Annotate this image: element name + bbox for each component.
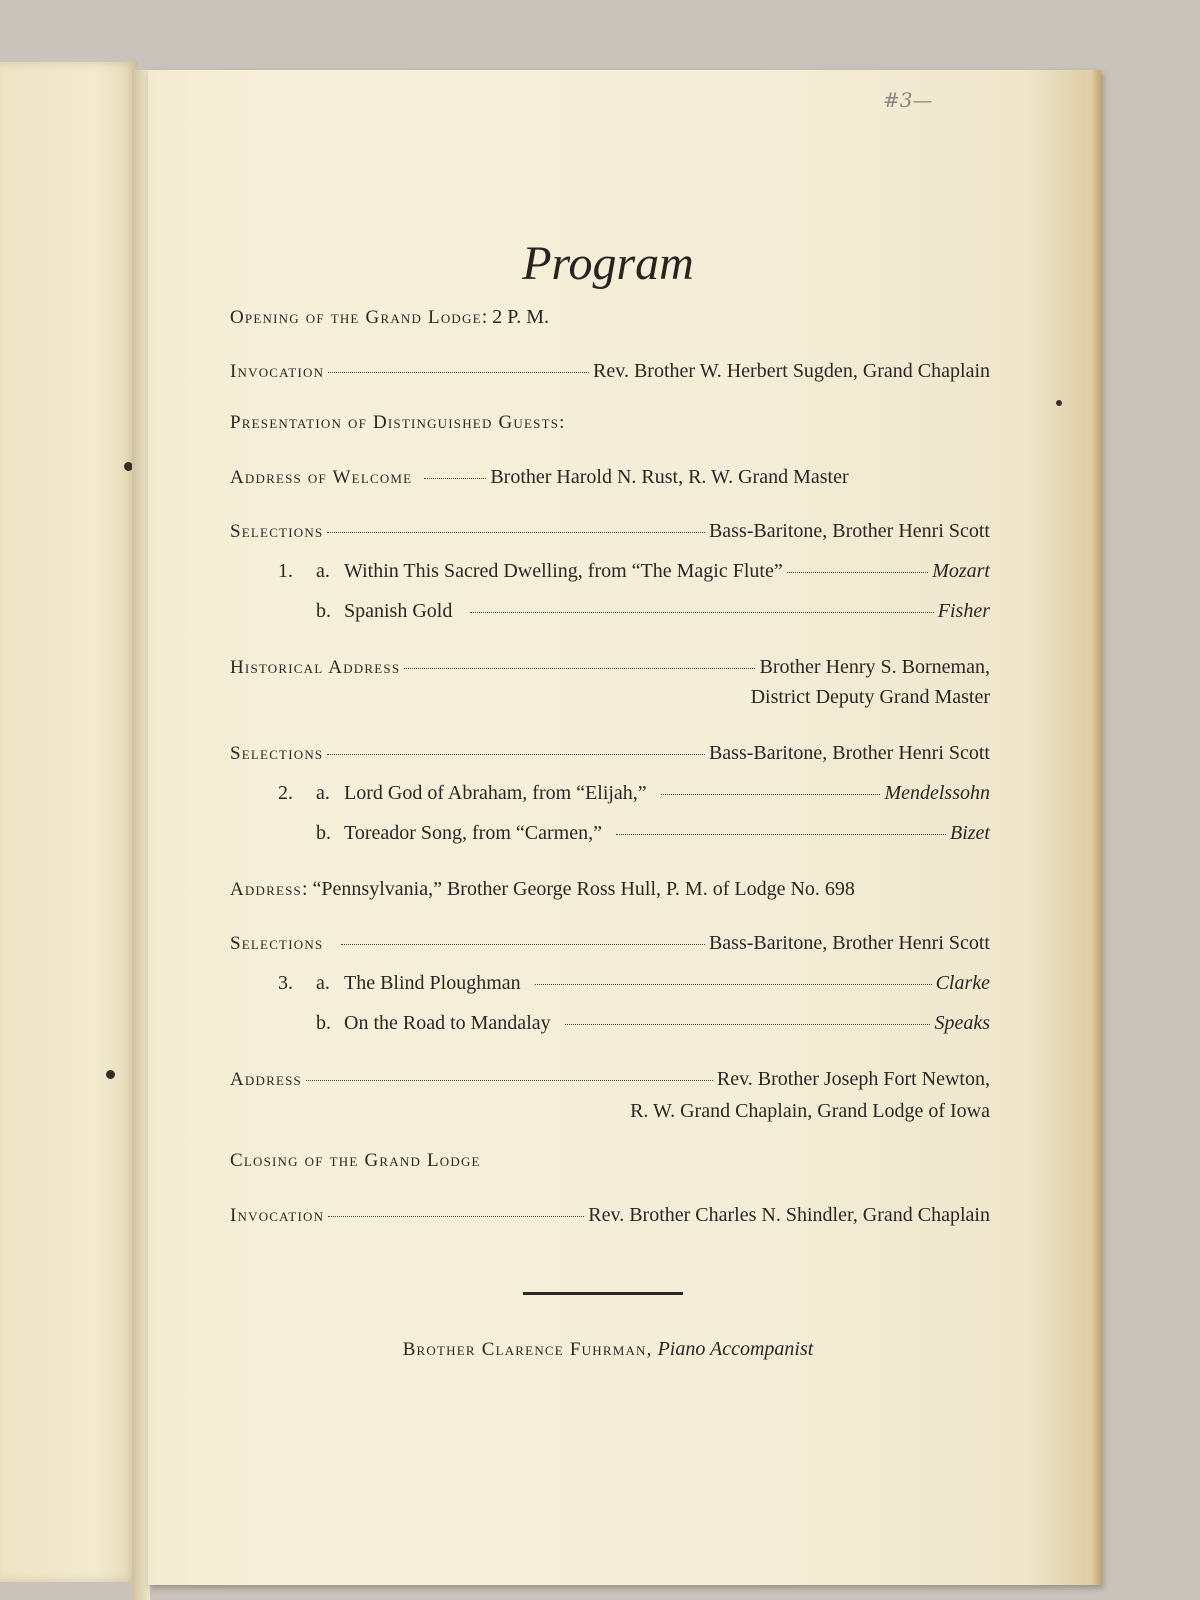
leader-dots	[535, 984, 932, 985]
selections-value: Bass-Baritone, Brother Henri Scott	[708, 742, 990, 764]
address-value: : “Pennsylvania,” Brother George Ross Hull, P. M. of Lodge No. 698	[301, 878, 855, 900]
welcome-label: Address of Welcome	[230, 467, 413, 488]
historical-line	[230, 656, 990, 679]
address-pennsylvania-line	[230, 878, 990, 901]
left-page	[0, 62, 138, 1582]
leader-dots	[787, 572, 928, 573]
leader-dots	[328, 1216, 584, 1217]
selections-label: Selections	[230, 743, 324, 764]
invocation-label: Invocation	[230, 1205, 325, 1226]
selection-letter: a.	[316, 560, 330, 582]
selection-item	[278, 782, 990, 805]
binding-hole	[106, 1070, 115, 1079]
opening-label: Opening of the Grand Lodge	[230, 307, 482, 328]
invocation-line-2	[230, 1204, 990, 1227]
selection-composer: Mozart	[932, 560, 990, 582]
leader-dots	[404, 668, 755, 669]
invocation-line	[230, 360, 990, 383]
selection-number: 1.	[278, 560, 293, 582]
closing-line	[230, 1150, 990, 1172]
opening-line	[230, 306, 990, 329]
leader-dots	[328, 372, 589, 373]
historical-value-2: District Deputy Grand Master	[750, 686, 990, 708]
selection-item	[278, 972, 990, 995]
accompanist-role: Piano Accompanist	[657, 1338, 814, 1360]
selection-letter: b.	[316, 1012, 331, 1034]
selection-letter: b.	[316, 600, 331, 622]
address-label: Address	[230, 879, 302, 900]
address-value: Rev. Brother Joseph Fort Newton,	[716, 1068, 990, 1090]
invocation-value: Rev. Brother Charles N. Shindler, Grand Chaplain	[588, 1204, 990, 1226]
handwritten-note: #3—	[883, 88, 933, 112]
leader-dots	[424, 478, 486, 479]
selection-letter: b.	[316, 822, 331, 844]
page-title: Program	[522, 237, 694, 290]
selection-composer: Bizet	[950, 822, 990, 844]
leader-dots	[470, 612, 933, 613]
selection-item	[278, 560, 990, 583]
program-page	[148, 70, 1101, 1585]
selection-number: 3.	[278, 972, 293, 994]
invocation-label: Invocation	[230, 361, 325, 382]
selections-value: Bass-Baritone, Brother Henri Scott	[708, 932, 990, 954]
selection-composer: Fisher	[937, 600, 990, 622]
address-label: Address	[230, 1069, 302, 1090]
address-line	[230, 1068, 990, 1091]
selection-title: Within This Sacred Dwelling, from “The Magic Flute”	[344, 560, 783, 582]
selection-title: On the Road to Mandalay	[344, 1012, 551, 1034]
welcome-value: Brother Harold N. Rust, R. W. Grand Master	[490, 466, 849, 488]
selection-item	[278, 600, 990, 623]
page-edge	[1091, 70, 1101, 1585]
leader-dots	[341, 944, 705, 945]
selection-title: Spanish Gold	[344, 600, 453, 622]
selections-label: Selections	[230, 521, 324, 542]
historical-label: Historical Address	[230, 657, 401, 678]
selection-number: 2.	[278, 782, 293, 804]
historical-value: Brother Henry S. Borneman,	[759, 656, 990, 678]
selections-line-1	[230, 520, 990, 543]
leader-dots	[327, 532, 705, 533]
accompanist-name: Brother Clarence Fuhrman,	[402, 1339, 653, 1360]
selection-letter: a.	[316, 782, 330, 804]
selection-composer: Mendelssohn	[884, 782, 990, 804]
selection-composer: Speaks	[934, 1012, 990, 1034]
closing-label: Closing of the Grand Lodge	[230, 1150, 481, 1171]
welcome-line	[230, 466, 990, 489]
leader-dots	[327, 754, 705, 755]
selections-value: Bass-Baritone, Brother Henri Scott	[708, 520, 990, 542]
selection-composer: Clarke	[935, 972, 990, 994]
leader-dots	[616, 834, 946, 835]
selections-label: Selections	[230, 933, 324, 954]
presentation-line	[230, 412, 990, 434]
leader-dots	[565, 1024, 931, 1025]
opening-time: : 2 P. M.	[481, 306, 549, 328]
selection-title: Toreador Song, from “Carmen,”	[344, 822, 602, 844]
leader-dots	[661, 794, 881, 795]
selection-title: The Blind Ploughman	[344, 972, 521, 994]
accompanist-credit	[148, 1338, 1068, 1361]
invocation-value: Rev. Brother W. Herbert Sugden, Grand Chaplain	[593, 360, 990, 382]
address-value-2: R. W. Grand Chaplain, Grand Lodge of Iowa	[630, 1100, 990, 1122]
selection-letter: a.	[316, 972, 330, 994]
selection-item	[278, 1012, 990, 1035]
presentation-label: Presentation of Distinguished Guests:	[230, 412, 566, 433]
selections-line-2	[230, 742, 990, 765]
selection-title: Lord God of Abraham, from “Elijah,”	[344, 782, 647, 804]
divider-rule	[523, 1292, 683, 1295]
selections-line-3	[230, 932, 990, 955]
page-mark	[1056, 400, 1062, 406]
selection-item	[278, 822, 990, 845]
leader-dots	[306, 1080, 713, 1081]
